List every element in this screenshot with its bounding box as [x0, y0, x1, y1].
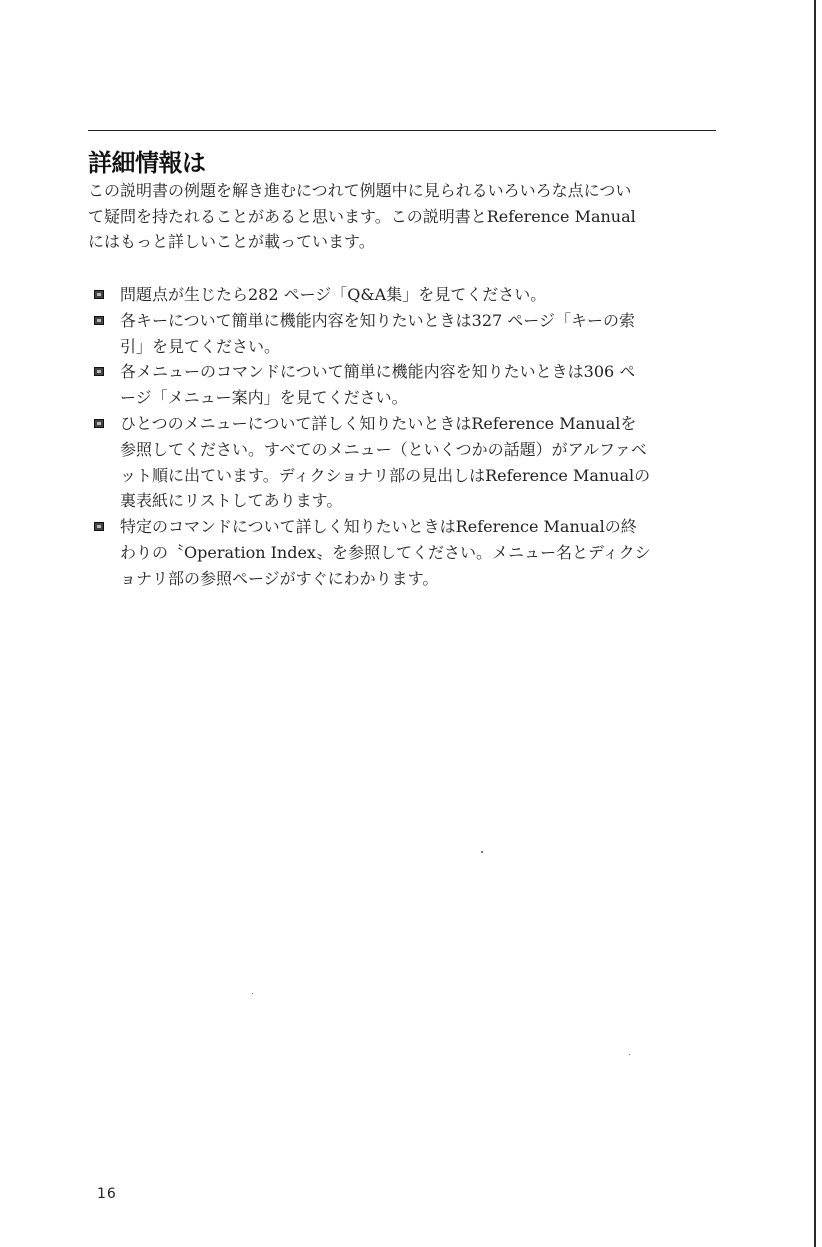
bullet-square-icon [94, 316, 104, 325]
intro-line: にはもっと詳しいことが載っています。 [88, 232, 375, 251]
bullet-item-qa [92, 282, 724, 308]
intro-paragraph [88, 178, 720, 255]
bullet-line: 裏表紙にリストしてあります。 [120, 491, 343, 511]
bullet-item-reference-manual [92, 411, 724, 514]
bullet-line: 参照してください。すべてのメニュー（といくつかの話題）がアルファベ [120, 439, 647, 459]
intro-line: この説明書の例題を解き進むにつれて例題中に見られるいろいろな点につい [88, 181, 632, 200]
bullet-line: 各キーについて簡単に機能内容を知りたいときは327 ページ「キーの索 [120, 310, 635, 330]
bullet-list [92, 282, 724, 592]
page-edge-line [814, 0, 816, 1247]
scan-speck [629, 1054, 630, 1055]
bullet-item-menu-guide [92, 359, 724, 411]
page-number: 16 [97, 1186, 117, 1202]
bullet-square-icon [94, 367, 104, 376]
intro-line: て疑問を持たれることがあると思います。この説明書とReference Manual [88, 206, 636, 226]
bullet-square-icon [94, 419, 104, 428]
scan-speck [481, 851, 483, 853]
bullet-line: わりの〝Operation Index〟を参照してください。メニュー名とディクシ [120, 542, 651, 562]
bullet-square-icon [94, 522, 104, 531]
bullet-line: ット順に出ています。ディクショナリ部の見出しはReference Manualの [120, 465, 651, 485]
bullet-line: ージ「メニュー案内」を見てください。 [120, 388, 408, 408]
bullet-line: 問題点が生じたら282 ページ「Q&A集」を見てください。 [120, 285, 547, 304]
bullet-line: 引」を見てください。 [120, 336, 281, 356]
bullet-line: ひとつのメニューについて詳しく知りたいときはReference Manualを [120, 413, 637, 433]
bullet-square-icon [94, 290, 104, 299]
bullet-line: 各メニューのコマンドについて簡単に機能内容を知りたいときは306 ペ [120, 362, 636, 382]
scan-speck [252, 993, 253, 994]
bullet-line: 特定のコマンドについて詳しく知りたいときはReference Manualの終 [120, 517, 637, 537]
bullet-item-key-index [92, 308, 724, 360]
bullet-line: ョナリ部の参照ページがすぐにわかります。 [120, 568, 439, 588]
section-rule [88, 130, 716, 131]
section-heading: 詳細情報は [88, 149, 206, 177]
bullet-item-operation-index [92, 514, 724, 591]
